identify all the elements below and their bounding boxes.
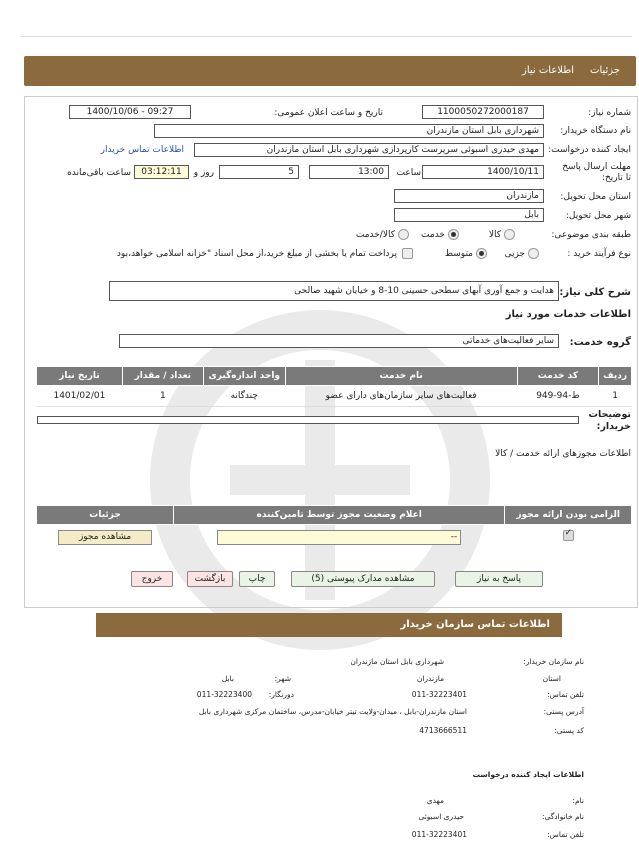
service-group-field: سایر فعالیت‌های خدماتی xyxy=(119,334,559,348)
creator-info-title: اطلاعات ایجاد کننده درخواست xyxy=(472,770,584,779)
creator-name-label: نام: xyxy=(572,796,584,805)
delivery-city-field: بابل xyxy=(394,208,544,222)
tab-details[interactable]: جزئیات xyxy=(590,65,620,76)
permits-title: اطلاعات مجوزهای ارائه خدمت / کالا xyxy=(495,449,631,459)
cell-service-name: فعالیت‌های سایر سازمان‌های دارای عضو xyxy=(285,386,517,407)
delivery-city-label: شهر محل تحویل: xyxy=(565,211,631,221)
top-divider xyxy=(20,36,632,37)
col-need-date: تاریخ نیاز xyxy=(37,367,123,386)
permit-required-checkbox xyxy=(563,530,574,541)
creator-phone-value: 011-32223401 xyxy=(411,830,467,839)
category-service-label: خدمت xyxy=(421,230,445,240)
category-goods-radio[interactable] xyxy=(504,229,515,240)
buyer-name-label: نام دستگاه خریدار: xyxy=(560,126,631,136)
category-both-label: کالا/خدمت xyxy=(355,230,395,240)
page-header xyxy=(24,56,636,86)
deadline-time-field: 13:00 xyxy=(309,165,389,179)
col-service-code: کد خدمت xyxy=(517,367,599,386)
creator-family-value: حیدری اسبوئی xyxy=(418,812,464,821)
contact-city-value: بابل xyxy=(221,674,234,683)
col-permit-status: اعلام وضعیت مجوز توسط تامین‌کننده xyxy=(174,506,505,525)
service-group-label: گروه خدمت: xyxy=(569,337,631,348)
buyer-notes-label: توضیحات خریدار: xyxy=(588,409,631,432)
announce-date-label: تاریخ و ساعت اعلان عمومی: xyxy=(274,108,383,118)
summary-field: هدایت و جمع آوری آبهای سطحی حسینی 10-8 و خیابان شهید صالحی xyxy=(109,281,559,301)
process-partial-label: جزیی xyxy=(504,249,525,259)
request-creator-field: مهدی حیدری اسبوئی سرپرست کارپردازی شهرداری بابل استان مازندران xyxy=(194,143,544,157)
table-row xyxy=(37,386,632,407)
print-button[interactable]: چاپ xyxy=(239,571,275,587)
delivery-province-field: مازندران xyxy=(394,189,544,203)
treasury-payment-note: پرداخت تمام یا بخشی از مبلغ خرید،از محل اسناد "خزانه اسلامی خواهد،بود xyxy=(116,249,397,259)
buyer-name-field: شهرداری بابل استان مازندران xyxy=(154,124,544,138)
postal-code-label: کد پستی: xyxy=(554,726,584,735)
delivery-province-label: استان محل تحویل: xyxy=(560,192,631,202)
deadline-date-field: 1400/10/11 xyxy=(422,165,544,179)
reply-button[interactable]: پاسخ به نیاز xyxy=(455,571,543,587)
days-label: روز و xyxy=(193,168,214,178)
org-label: نام سازمان خریدار: xyxy=(523,657,584,666)
contact-city-label: شهر: xyxy=(274,674,291,683)
deadline-label: مهلت ارسال پاسخ تا تاریخ: xyxy=(562,162,631,183)
col-permit-required: الزامی بودن ارائه مجوز xyxy=(505,506,632,525)
process-type-label: نوع فرآیند خرید : xyxy=(567,249,631,259)
buyer-contact-link[interactable]: اطلاعات تماس خریدار xyxy=(100,145,184,155)
process-medium-label: متوسط xyxy=(444,249,473,259)
permits-table xyxy=(36,505,632,549)
col-unit: واحد اندازه‌گیری xyxy=(203,367,285,386)
treasury-payment-checkbox[interactable] xyxy=(402,248,413,259)
col-quantity: تعداد / مقدار xyxy=(122,367,203,386)
check-icon: ✓ xyxy=(564,528,573,538)
attached-docs-button[interactable]: مشاهده مدارک پیوستی (5) xyxy=(291,571,435,587)
contact-phone-value: 011-32223401 xyxy=(411,690,467,699)
org-value: شهرداری بابل استان مازندران xyxy=(350,657,444,666)
address-label: آدرس پستی: xyxy=(543,707,584,716)
cell-need-date: 1401/02/01 xyxy=(37,386,123,407)
remaining-time-label: ساعت باقی‌مانده xyxy=(67,168,131,178)
postal-code-value: 4713666511 xyxy=(419,726,467,735)
view-permit-button[interactable]: مشاهده مجوز xyxy=(58,530,152,545)
address-value: استان مازندران-بابل ، میدان-ولایت تیتر خیابان-مدرس، ساختمان مرکزی شهرداری بابل xyxy=(198,707,467,716)
creator-phone-label: تلفن تماس: xyxy=(547,830,584,839)
need-number-label: شماره نیاز: xyxy=(588,108,631,118)
col-permit-details: جزئیات xyxy=(37,506,174,525)
buyer-notes-field xyxy=(37,416,579,424)
cell-row: 1 xyxy=(599,386,632,407)
permit-status-field: -- xyxy=(217,530,461,545)
contact-section-title: اطلاعات تماس سازمان خریدار xyxy=(400,619,550,630)
request-creator-label: ایجاد کننده درخواست: xyxy=(548,145,631,155)
need-number-field: 1100050272000187 xyxy=(422,105,544,119)
announce-date-field: 1400/10/06 - 09:27 xyxy=(69,105,191,119)
services-table xyxy=(36,366,632,407)
category-label: طبقه بندی موضوعی: xyxy=(551,230,631,240)
remaining-time-field: 03:12:11 xyxy=(134,165,189,179)
category-service-radio[interactable] xyxy=(448,229,459,240)
permit-required-cell xyxy=(505,525,632,550)
permit-details-cell xyxy=(37,525,174,550)
creator-family-label: نام خانوادگی: xyxy=(541,812,584,821)
process-partial-radio[interactable] xyxy=(528,248,539,259)
permit-status-cell xyxy=(174,525,505,550)
deadline-time-label: ساعت xyxy=(396,168,421,178)
summary-label: شرح کلی نیاز: xyxy=(559,287,631,298)
creator-name-value: مهدی xyxy=(426,796,444,805)
contact-province-label: استان xyxy=(542,674,561,683)
contact-fax-label: دورنگار: xyxy=(268,690,294,699)
services-section-title: اطلاعات خدمات مورد نیاز xyxy=(505,309,631,320)
cell-quantity: 1 xyxy=(122,386,203,407)
category-both-radio[interactable] xyxy=(398,229,409,240)
process-medium-radio[interactable] xyxy=(476,248,487,259)
contact-phone-label: تلفن تماس: xyxy=(547,690,584,699)
table-row xyxy=(37,525,632,550)
days-remaining-field: 5 xyxy=(219,165,299,179)
back-button[interactable]: بازگشت xyxy=(187,571,233,587)
exit-button[interactable]: خروج xyxy=(131,571,173,587)
cell-unit: چندگانه xyxy=(203,386,285,407)
contact-fax-value: 011-32223400 xyxy=(196,690,252,699)
contact-province-value: مازندران xyxy=(416,674,444,683)
tab-need-info[interactable]: اطلاعات نیاز xyxy=(522,65,574,76)
category-goods-label: کالا xyxy=(488,230,501,240)
contact-section-header xyxy=(96,613,562,637)
col-service-name: نام خدمت xyxy=(285,367,517,386)
col-row: ردیف xyxy=(599,367,632,386)
cell-service-code: ط-94-949 xyxy=(517,386,599,407)
